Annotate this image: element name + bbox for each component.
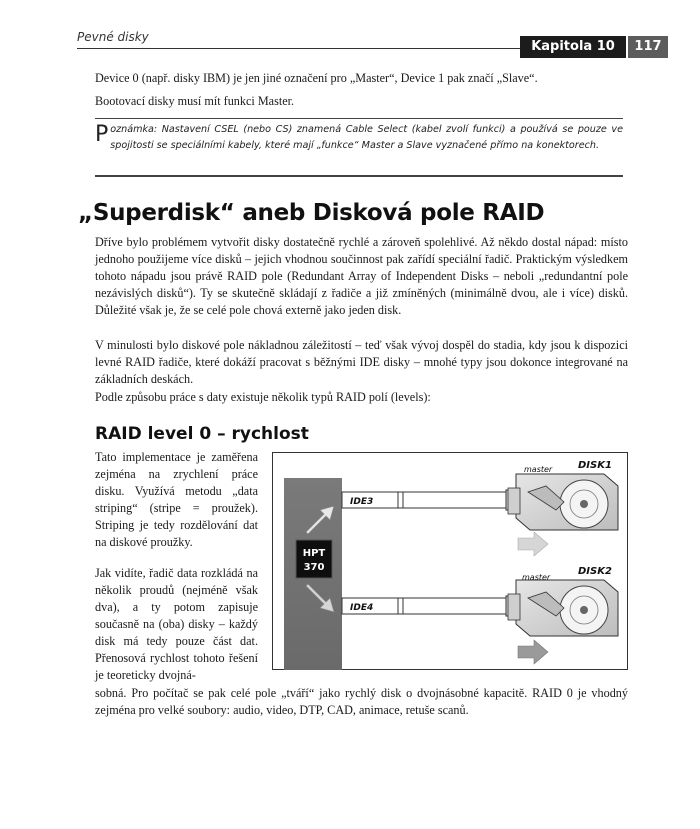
note-initial: P	[95, 122, 109, 147]
controller-chip	[296, 540, 332, 578]
disk2-label: DISK2	[578, 566, 612, 577]
intro-paragraph-2: Bootovací disky musí mít funkci Master.	[95, 94, 295, 108]
section-paragraph-1: Dříve bylo problémem vytvořit disky dostatečně rychlé a zároveň spolehlivé. Až někdo dostal nápad: místo jednoho použijeme více disků – jejich vhodnou součinnost pak zařídí speciální řadič. Praktickým výsledkem tohoto nápadu jsou právě RAID pole (Redundant Array of Independent Disks – neboli „redundantní pole nezávislých disků“). Ty se skutečně skládají z řadiče a již zmíněných (minimálně dvou, ale i více) disků. Důležité však je, že se celé pole chová externě jako jeden disk.	[95, 235, 628, 317]
section-paragraph-2: V minulosti bylo diskové pole nákladnou záležitostí – teď však vývoj dospěl do stadia, kdy jsou k dispozici levné RAID řadiče, které dokáží pracovat s běžnými IDE disky – mnohé typy jsou dokonce integrované na základních deskách.	[95, 338, 628, 386]
subsection-heading: RAID level 0 – rychlost	[95, 424, 309, 444]
controller-label-1: HPT	[302, 548, 326, 559]
controller-label-2: 370	[303, 562, 325, 573]
section-heading: „Superdisk“ aneb Disková pole RAID	[78, 200, 545, 226]
ide3-label: IDE3	[350, 497, 374, 507]
subsection-paragraph-2: Jak vidíte, řadič data rozkládá na několik proudů (nejméně však dva), a ty potom zapisuje současně na (oba) disky – každý disk má tedy pouze část dat. Přenosová rychlost tohoto řešení je teoreticky dvojná-	[95, 566, 258, 682]
note-text: oznámka: Nastavení CSEL (nebo CS) znamená Cable Select (kabel zvolí funkci) a používá se pouze ve spojitosti se speciálními kabely, které mají „funkce“ Master a Slave vyznačené přímo na konektorech.	[110, 124, 623, 151]
ide4-cable	[342, 596, 518, 616]
note-bottom-rule	[95, 175, 623, 177]
ide3-cable	[342, 490, 518, 510]
disk2-drive	[508, 580, 618, 636]
section-paragraph-3: Podle způsobu práce s daty existuje několik typů RAID polí (levels):	[95, 390, 431, 404]
note-top-rule	[95, 118, 623, 119]
header-rule	[77, 48, 520, 49]
running-title: Pevné disky	[77, 30, 149, 44]
disk1-drive	[508, 474, 618, 530]
disk1-master-label: master	[524, 465, 553, 474]
intro-paragraph-1: Device 0 (např. disky IBM) je jen jiné označení pro „Master“, Device 1 pak značí „Slave“.	[95, 71, 538, 85]
note-box	[95, 122, 623, 154]
page-number: 117	[628, 36, 668, 58]
chapter-label: Kapitola 10	[520, 36, 626, 58]
subsection-paragraph-1: Tato implementace je zaměřena zejména na zrychlení práce disku. Využívá metodu „data striping“ (stripe = proužek). Striping je tedy rozdělování dat na diskové proužky.	[95, 450, 258, 549]
disk1-label: DISK1	[578, 460, 612, 471]
subsection-paragraph-3: sobná. Pro počítač se pak celé pole „tváří“ jako rychlý disk o dvojnásobné kapacitě. RAID 0 je vhodný zejména pro velké soubory: audio, video, DTP, CAD, animace, retuše scanů.	[95, 686, 628, 717]
ide4-label: IDE4	[350, 603, 374, 613]
disk2-master-label: master	[522, 573, 551, 582]
raid0-diagram	[272, 452, 628, 670]
